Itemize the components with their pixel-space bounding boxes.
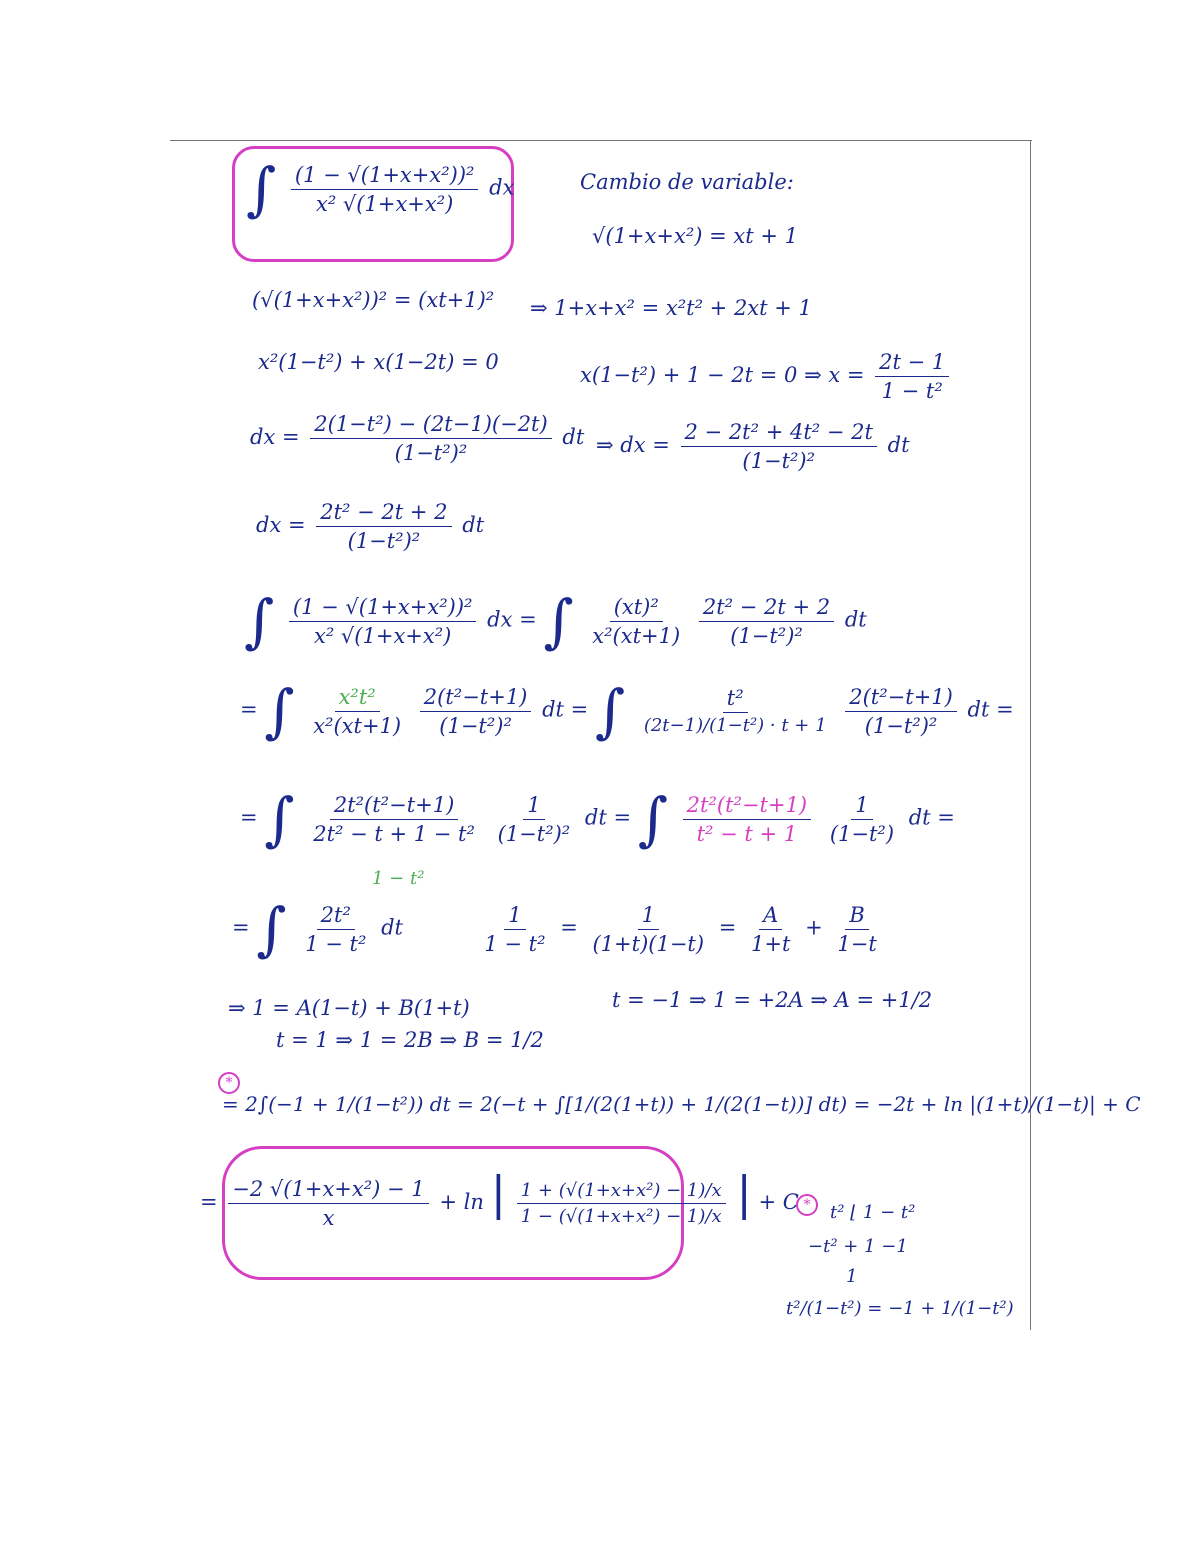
line6-num3: t² (723, 686, 748, 713)
line7-fraction1 (309, 793, 479, 846)
line12-den2: 1 − (√(1+x+x²) − 1)/x (520, 1206, 722, 1227)
asterisk-circle-icon: * (218, 1072, 240, 1094)
line8-fraction1 (301, 903, 370, 956)
line5-num2: (xt)² (610, 595, 663, 622)
line1-right: ⇒ 1+x+x² = x²t² + 2xt + 1 (530, 296, 812, 320)
star-marker-2 (796, 1190, 818, 1216)
line3-num: 2(1−t²) − (2t−1)(−2t) (310, 412, 551, 439)
integral-dx: dx (489, 175, 515, 200)
line6-fraction3 (640, 686, 831, 736)
line4-fraction (316, 500, 451, 553)
line7-den3: t² − t + 1 (696, 821, 798, 846)
line7-dt2: dt = (908, 805, 955, 830)
line5-fraction3 (699, 595, 834, 648)
line6-den1: x²(xt+1) (313, 713, 402, 738)
page-frame-top (170, 140, 1032, 141)
line12-fraction1 (228, 1177, 428, 1230)
line8-den2: 1 − t² (484, 931, 546, 956)
line7-fraction3 (683, 793, 811, 846)
line3-right-den: (1−t²)² (742, 449, 816, 473)
line6-fraction4 (845, 685, 957, 738)
line3-fraction (310, 412, 551, 465)
line3-den: (1−t²)² (394, 441, 468, 465)
line7-den1: 2t² − t + 1 − t² (313, 821, 475, 846)
line12: = $\frac{\text{−2 √(1+x+x²) − 1}}{x}$ + ln | $\frac{\text{1 + (√(1+x+x²) − 1)/x}}{\text{1 − (√(1+x+x²) − 1)/x}}$ | + C (200, 1166, 799, 1230)
line12-num2: 1 + (√(1+x+x²) − 1)/x (517, 1180, 726, 1204)
page-frame-right (1030, 140, 1031, 1330)
line5-num1: (1 − √(1+x+x²))² (289, 595, 477, 622)
line7-integral-sign: ∫ (264, 785, 295, 853)
line3-right-dt: dt (887, 433, 910, 457)
line6 (240, 677, 1014, 745)
division-line3: 1 (846, 1266, 858, 1287)
line2-x-fraction (875, 350, 949, 403)
line6-num1: x²t² (335, 685, 380, 712)
integral-numerator: (1 − √(1+x+x²))² (291, 163, 479, 190)
line6-num4: 2(t²−t+1) (845, 685, 957, 712)
line4-num: 2t² − 2t + 2 (316, 500, 451, 527)
line2-frac-den: 1 − t² (881, 379, 943, 403)
line8-den4: 1+t (751, 931, 791, 956)
line6-fraction1 (309, 685, 405, 738)
line5-dt: dt (844, 607, 867, 632)
line7-fraction4 (826, 793, 898, 846)
line3-left (250, 412, 584, 465)
line12-den1: x (322, 1206, 335, 1230)
line8-den5: 1−t (837, 931, 877, 956)
line7-num1: 2t²(t²−t+1) (330, 793, 458, 820)
line12-c: + C (758, 1190, 799, 1214)
line8-num5: B (845, 903, 868, 930)
line11-expression: = 2∫(−1 + 1/(1−t²)) dt = 2(−t + ∫[1/(2(1+t)) + 1/(2(1−t))] dt) = −2t + ln |(1+t)/(1−t)| + C (222, 1092, 1141, 1116)
star-marker-1 (218, 1068, 240, 1094)
line7-eq: = (240, 805, 258, 830)
line6-dt: dt = (542, 697, 589, 722)
line6-integral-sign: ∫ (264, 677, 295, 745)
line3-right (596, 420, 910, 473)
division-line2: −t² + 1 −1 (808, 1236, 908, 1257)
line9-left: ⇒ 1 = A(1−t) + B(1+t) (228, 996, 470, 1020)
line3-right-fraction (681, 420, 877, 473)
line7-num2: 1 (523, 793, 544, 820)
line8-num1: 2t² (317, 903, 355, 930)
line5 (244, 587, 867, 655)
line8-fraction5 (833, 903, 880, 956)
line6-integral-sign2: ∫ (594, 677, 626, 745)
line3-right-lhs: ⇒ dx = (596, 433, 670, 457)
line12-ln: + ln (439, 1190, 484, 1214)
line4 (256, 500, 484, 553)
line12-fraction2 (517, 1180, 726, 1227)
line4-den: (1−t²)² (347, 529, 421, 553)
line8-num2: 1 (504, 903, 525, 930)
line10-left: t = 1 ⇒ 1 = 2B ⇒ B = 1/2 (276, 1028, 544, 1052)
line8-den1: 1 − t² (305, 931, 367, 956)
line2-right (580, 350, 953, 403)
line7-num4: 1 (851, 793, 872, 820)
line5-fraction1 (289, 595, 477, 648)
division-line1: t² ⌊ 1 − t² (830, 1202, 916, 1223)
asterisk-circle-icon-2: * (796, 1194, 818, 1216)
line5-den1: x² √(1+x+x²) (313, 623, 452, 648)
line6-eq: = (240, 697, 258, 722)
line7 (240, 785, 955, 853)
line8-eq: = (232, 915, 250, 940)
integral-expression (246, 155, 515, 223)
line7-fraction2 (494, 793, 575, 846)
line8-den3: (1+t)(1−t) (592, 931, 705, 956)
line5-num3: 2t² − 2t + 2 (699, 595, 834, 622)
line2-left: x²(1−t²) + x(1−2t) = 0 (258, 350, 499, 374)
line3-right-num: 2 − 2t² + 4t² − 2t (681, 420, 877, 447)
line3-lhs: dx = (250, 425, 300, 449)
line6-den3: (2t−1)/(1−t²) · t + 1 (643, 715, 827, 736)
line8: = ∫ $\frac{\text{2t²}}{\text{1 − t²}}$ dt $\frac{1}{\text{1 − t²}}$ = $\frac{1}{(1+t)(1-t)}$ = $\frac{A}{1+t}$ + $\frac{B}{1-t}$ (232, 900, 885, 958)
line9-right: t = −1 ⇒ 1 = +2A ⇒ A = +1/2 (612, 988, 933, 1012)
line12-num1: −2 √(1+x+x²) − 1 (228, 1177, 428, 1204)
division-line4: t²/(1−t²) = −1 + 1/(1−t²) (786, 1298, 1014, 1319)
line8-num4: A (759, 903, 782, 930)
line8-fraction2 (480, 903, 549, 956)
cambio-title: Cambio de variable: (580, 170, 794, 194)
line5-fraction2 (588, 595, 684, 648)
integral-fraction (291, 163, 479, 216)
line8-dt: dt (381, 915, 403, 940)
line7-num3: 2t²(t²−t+1) (683, 793, 811, 820)
line8-integral-sign: ∫ (256, 895, 287, 963)
line1-left: (√(1+x+x²))² = (xt+1)² (252, 288, 495, 312)
line12-eq: = (200, 1190, 218, 1214)
line8-fraction4 (747, 903, 794, 956)
line5-den2: x²(xt+1) (592, 623, 681, 648)
line4-lhs: dx = (256, 513, 306, 537)
line6-fraction2 (420, 685, 532, 738)
line4-dt: dt (462, 513, 485, 537)
cambio-equation: √(1+x+x²) = xt + 1 (592, 224, 798, 248)
line3-dt: dt (562, 425, 585, 449)
line6-dt2: dt = (967, 697, 1014, 722)
line6-den4: (1−t²)² (864, 713, 938, 738)
line7-den2: (1−t²)² (497, 821, 571, 846)
line6-num2: 2(t²−t+1) (420, 685, 532, 712)
line7-den4: (1−t²) (829, 821, 895, 846)
line8-num3: 1 (638, 903, 659, 930)
line7-integral-sign2: ∫ (637, 785, 668, 853)
line8-plus: + (805, 915, 823, 940)
line6-den2: (1−t²)² (439, 713, 512, 738)
line5-integral-sign2: ∫ (543, 587, 574, 655)
line8-fraction3 (588, 903, 708, 956)
line5-integral-sign: ∫ (244, 587, 275, 655)
line7-dt: dt = (584, 805, 632, 830)
line5-den3: (1−t²)² (730, 623, 803, 648)
line2-frac-num: 2t − 1 (875, 350, 949, 377)
integral-sign: ∫ (246, 155, 277, 223)
line2-right-text: x(1−t²) + 1 − 2t = 0 ⇒ x = (580, 363, 865, 387)
line7-underline-note: 1 − t² (372, 868, 425, 889)
line5-dx: dx = (487, 607, 537, 632)
integral-denominator: x² √(1+x+x²) (315, 191, 454, 216)
